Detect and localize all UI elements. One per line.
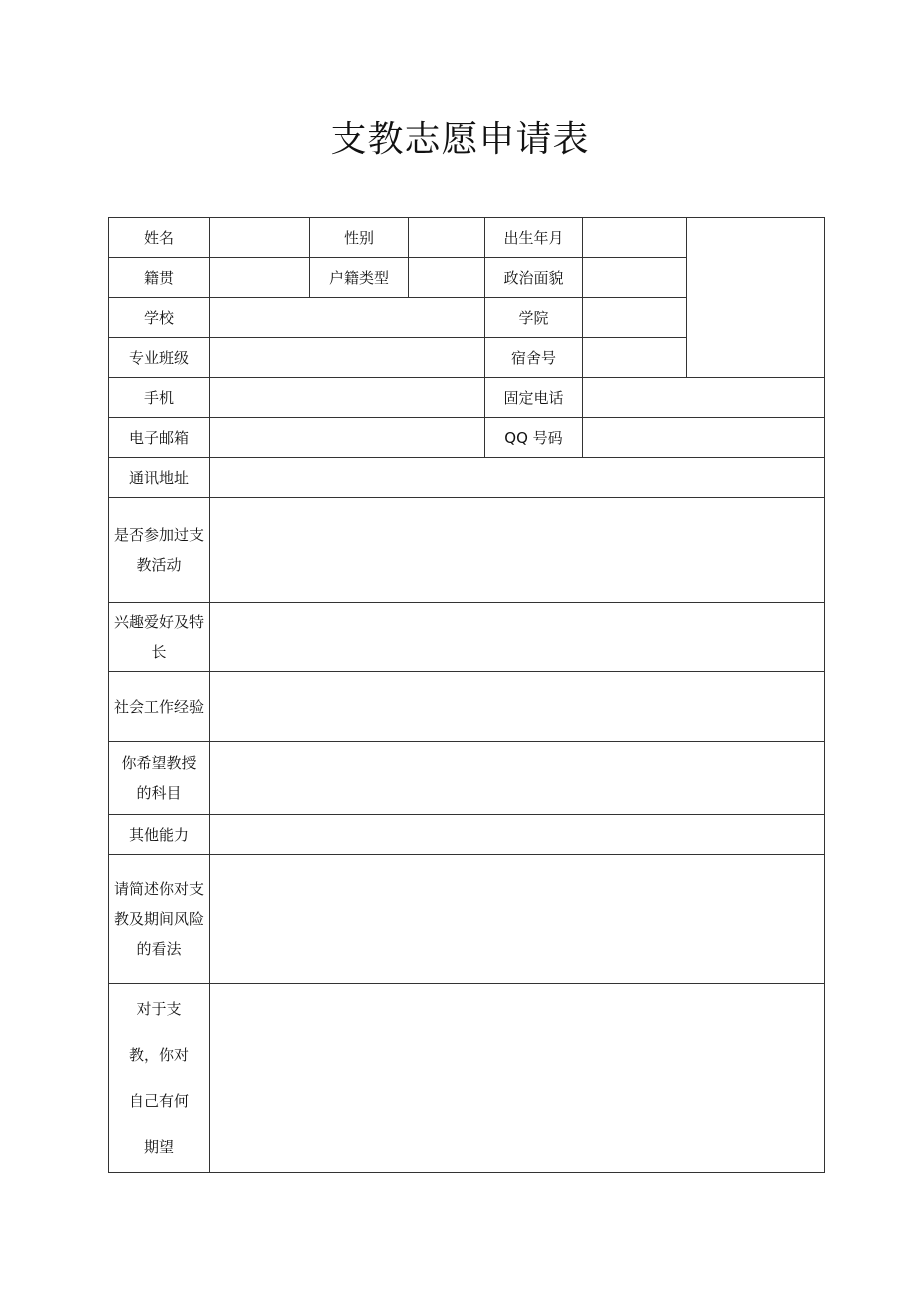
major-class-field[interactable] — [210, 338, 485, 378]
label-landline: 固定电话 — [485, 378, 583, 418]
label-name: 姓名 — [109, 218, 210, 258]
application-form-table — [108, 217, 825, 1173]
label-native-place: 籍贯 — [109, 258, 210, 298]
household-type-field[interactable] — [409, 258, 485, 298]
label-expectations-line: 自己有何 — [128, 1092, 189, 1110]
dorm-field[interactable] — [583, 338, 687, 378]
label-subjects-line: 你希望教授 — [121, 754, 197, 772]
views-on-risk-field[interactable] — [210, 855, 825, 984]
hobbies-field[interactable] — [210, 603, 825, 672]
label-household-type: 户籍类型 — [310, 258, 409, 298]
school-field[interactable] — [210, 298, 485, 338]
label-social-work: 社会工作经验 — [109, 672, 210, 742]
label-prior-activity — [109, 498, 210, 603]
label-hobbies — [109, 603, 210, 672]
page-title: 支教志愿申请表 — [330, 119, 590, 160]
social-work-field[interactable] — [210, 672, 825, 742]
label-address: 通讯地址 — [109, 458, 210, 498]
label-subjects — [109, 742, 210, 815]
political-status-field[interactable] — [583, 258, 687, 298]
landline-field[interactable] — [583, 378, 825, 418]
label-views-on-risk — [109, 855, 210, 984]
label-views-line: 教及期间风险 — [113, 910, 204, 928]
college-field[interactable] — [583, 298, 687, 338]
label-college: 学院 — [485, 298, 583, 338]
label-hobbies-line: 长 — [151, 643, 167, 661]
birth-field[interactable] — [583, 218, 687, 258]
label-views-line: 的看法 — [136, 940, 182, 958]
expectations-field[interactable] — [210, 984, 825, 1173]
label-dorm: 宿舍号 — [485, 338, 583, 378]
email-field[interactable] — [210, 418, 485, 458]
photo-box[interactable] — [687, 218, 825, 378]
label-expectations-line: 教，你对 — [128, 1046, 189, 1064]
label-gender: 性别 — [310, 218, 409, 258]
label-other-abilities: 其他能力 — [109, 815, 210, 855]
qq-field[interactable] — [583, 418, 825, 458]
label-qq: QQ 号码 — [485, 418, 583, 458]
label-expectations — [109, 984, 210, 1173]
label-school: 学校 — [109, 298, 210, 338]
label-hobbies-line: 兴趣爱好及特 — [113, 613, 204, 631]
label-prior-activity-line: 教活动 — [136, 556, 182, 574]
label-birth: 出生年月 — [485, 218, 583, 258]
name-field[interactable] — [210, 218, 310, 258]
label-expectations-line: 对于支 — [136, 1000, 182, 1018]
prior-activity-field[interactable] — [210, 498, 825, 603]
label-views-line: 请简述你对支 — [113, 880, 204, 898]
label-mobile: 手机 — [109, 378, 210, 418]
address-field[interactable] — [210, 458, 825, 498]
native-place-field[interactable] — [210, 258, 310, 298]
label-prior-activity-line: 是否参加过支 — [113, 526, 204, 544]
label-political-status: 政治面貌 — [485, 258, 583, 298]
other-abilities-field[interactable] — [210, 815, 825, 855]
label-major-class: 专业班级 — [109, 338, 210, 378]
label-subjects-line: 的科目 — [136, 784, 182, 802]
mobile-field[interactable] — [210, 378, 485, 418]
subjects-field[interactable] — [210, 742, 825, 815]
gender-field[interactable] — [409, 218, 485, 258]
label-expectations-line: 期望 — [143, 1138, 174, 1156]
label-email: 电子邮箱 — [109, 418, 210, 458]
